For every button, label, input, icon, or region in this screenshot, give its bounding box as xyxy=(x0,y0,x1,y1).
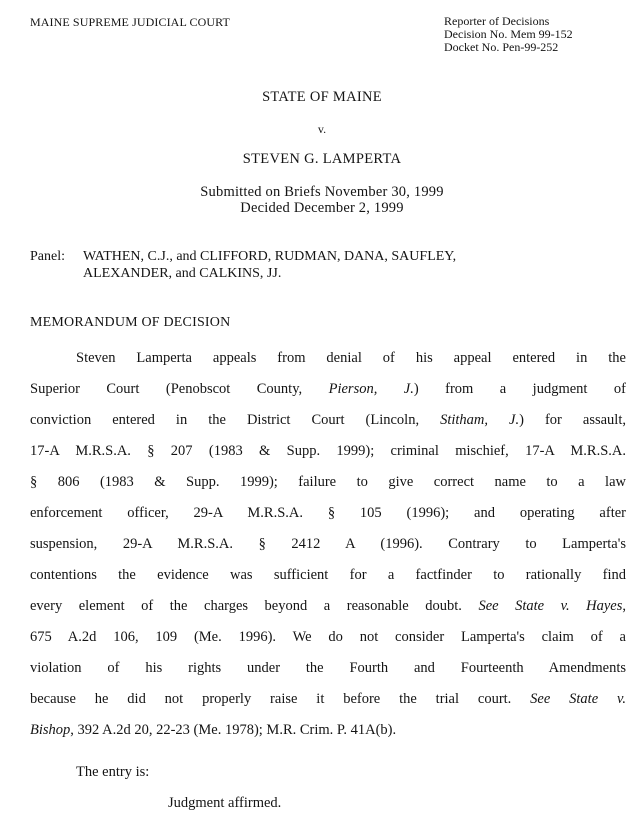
memo-line xyxy=(30,467,626,498)
judgment-text: Judgment affirmed. xyxy=(168,795,282,811)
panel-label: Panel: xyxy=(30,249,65,264)
memo-text: ) from a judgment of xyxy=(413,381,626,397)
memo-text: , 392 A.2d 20, 22-23 (Me. 1978); M.R. Crim. P. 41A(b). xyxy=(70,722,397,738)
memo-text: Superior Court (Penobscot County, xyxy=(30,381,329,397)
citation-italic: Pierson, J. xyxy=(328,381,414,397)
memo-text: suspension, 29-A M.R.S.A. § 2412 A (1996). Contrary to Lamperta's xyxy=(30,536,626,552)
memo-line xyxy=(30,560,626,591)
memo-line xyxy=(30,374,626,405)
memo-text: , xyxy=(622,598,627,614)
memo-line xyxy=(30,436,626,467)
memo-line xyxy=(30,684,626,715)
reporter-block xyxy=(444,15,573,54)
memo-line xyxy=(30,591,626,622)
memo-text: enforcement officer, 29-A M.R.S.A. § 105 (1996); and operating after xyxy=(30,505,626,521)
memo-text: § 806 (1983 & Supp. 1999); failure to give correct name to a law xyxy=(30,474,626,490)
court-name: MAINE SUPREME JUDICIAL COURT xyxy=(30,15,230,29)
docket-number: Docket No. Pen-99-252 xyxy=(444,40,559,54)
entry-label: The entry is: xyxy=(76,764,150,780)
memo-text: contentions the evidence was sufficient for a factfinder to rationally find xyxy=(30,567,626,583)
submitted-date: Submitted on Briefs November 30, 1999 xyxy=(200,184,444,200)
memo-line xyxy=(30,405,626,436)
memo-text: violation of his rights under the Fourth and Fourteenth Amendments xyxy=(30,660,626,676)
memo-line xyxy=(30,715,626,746)
memo-line xyxy=(30,498,626,529)
memo-text: 17-A M.R.S.A. § 207 (1983 & Supp. 1999); criminal mischief, 17-A M.R.S.A. xyxy=(30,443,626,459)
memo-line xyxy=(30,653,626,684)
memo-text: Steven Lamperta appeals from denial of his appeal entered in the xyxy=(76,350,626,366)
citation-italic: Bishop xyxy=(30,722,71,738)
memo-text: conviction entered in the District Court (Lincoln, xyxy=(30,412,441,428)
memo-line xyxy=(30,622,626,653)
reporter-label: Reporter of Decisions xyxy=(444,14,550,28)
panel-line: ALEXANDER, and CALKINS, JJ. xyxy=(83,266,282,281)
memo-line xyxy=(30,529,626,560)
case-plaintiff: STATE OF MAINE xyxy=(262,89,382,105)
memo-text: 675 A.2d 106, 109 (Me. 1996). We do not consider Lamperta's claim of a xyxy=(30,629,626,645)
decision-number: Decision No. Mem 99-152 xyxy=(444,27,573,41)
case-versus: v. xyxy=(317,122,327,136)
citation-italic: See State v. Hayes xyxy=(478,598,623,614)
memo-heading: MEMORANDUM OF DECISION xyxy=(30,315,231,330)
decided-date: Decided December 2, 1999 xyxy=(240,200,404,216)
citation-italic: Stitham, J. xyxy=(440,412,520,428)
memo-line xyxy=(30,343,626,374)
memo-text: because he did not properly raise it before the trial court. xyxy=(30,691,531,707)
memo-text: ) for assault, xyxy=(519,412,626,428)
panel-justices xyxy=(83,248,603,282)
panel-line: WATHEN, C.J., and CLIFFORD, RUDMAN, DANA, SAUFLEY, xyxy=(83,249,457,264)
memo-body xyxy=(30,343,626,746)
memo-text: every element of the charges beyond a reasonable doubt. xyxy=(30,598,479,614)
citation-italic: See State v. xyxy=(530,691,626,707)
case-defendant: STEVEN G. LAMPERTA xyxy=(242,151,402,167)
case-dates xyxy=(0,184,644,216)
